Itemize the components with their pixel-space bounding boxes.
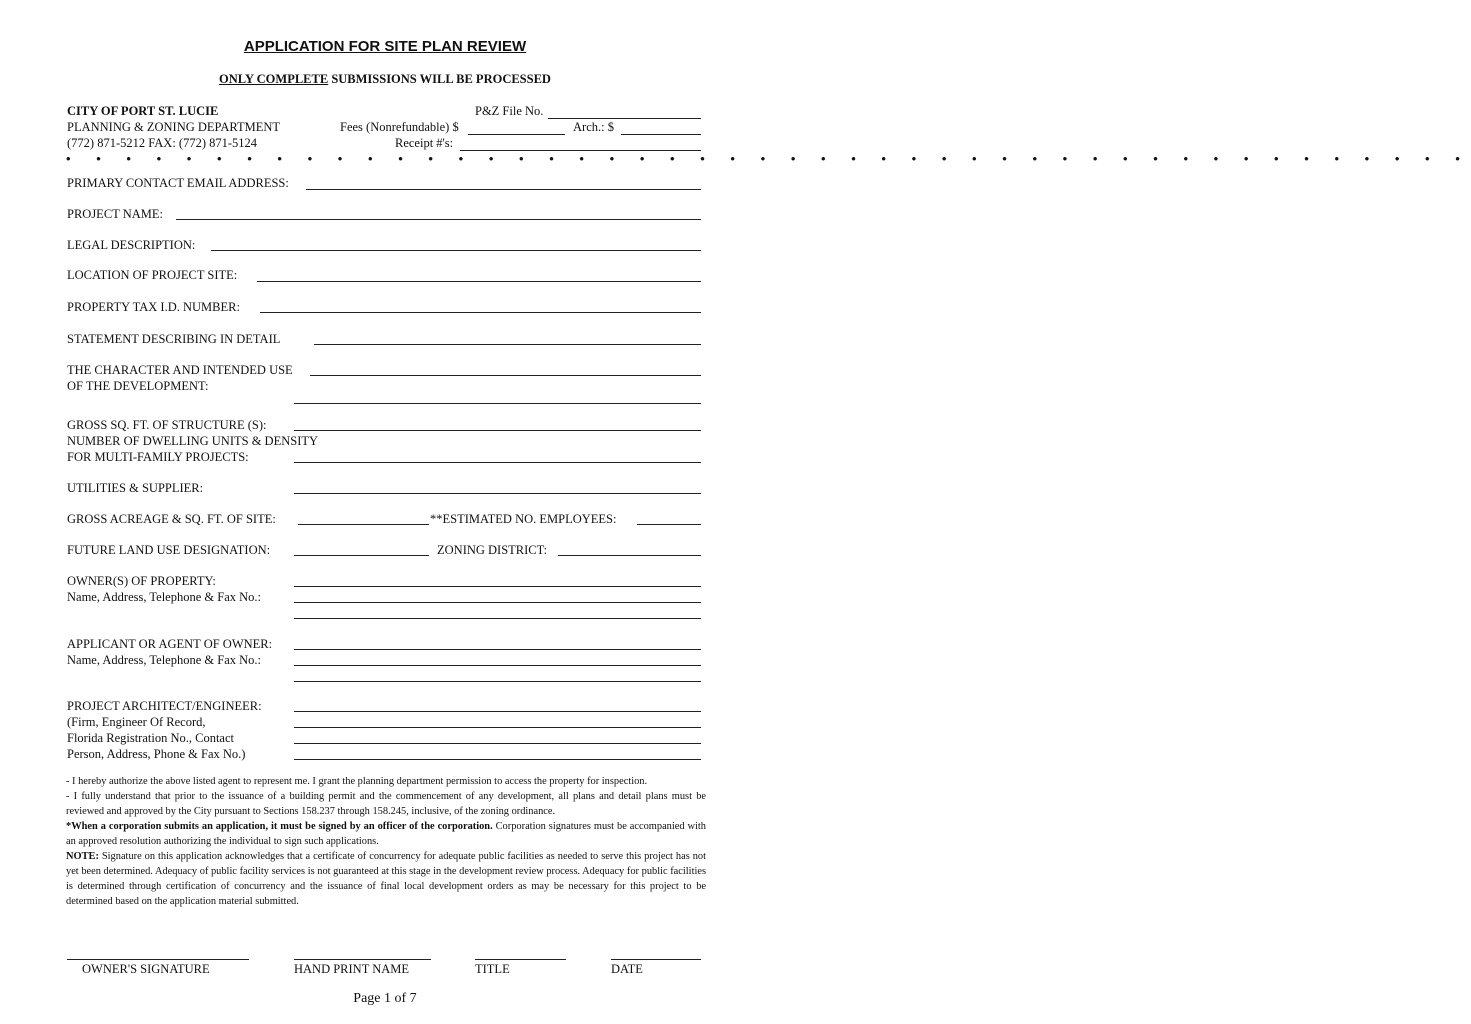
statement-field-3[interactable] bbox=[294, 403, 701, 404]
email-field[interactable] bbox=[306, 189, 701, 190]
note-text bbox=[66, 849, 706, 909]
tax-id-field[interactable] bbox=[260, 312, 701, 313]
department-phone: (772) 871-5212 FAX: (772) 871-5124 bbox=[67, 136, 258, 150]
acreage-label: GROSS ACREAGE & SQ. FT. OF SITE: bbox=[67, 512, 276, 526]
dwelling-units-field[interactable] bbox=[294, 462, 701, 463]
land-use-label: FUTURE LAND USE DESIGNATION: bbox=[67, 543, 271, 557]
development-label: OF THE DEVELOPMENT: bbox=[67, 379, 209, 393]
land-use-field[interactable] bbox=[294, 555, 429, 556]
page-number: Page 1 of 7 bbox=[353, 991, 417, 1006]
gross-sqft-field[interactable] bbox=[294, 430, 701, 431]
acreage-field[interactable] bbox=[298, 524, 429, 525]
architect-field-2[interactable] bbox=[294, 727, 701, 728]
statement-field-1[interactable] bbox=[314, 344, 701, 345]
authorization-statements bbox=[66, 774, 706, 909]
agent-field-1[interactable] bbox=[294, 649, 701, 650]
subtitle-rest: SUBMISSIONS WILL BE PROCESSED bbox=[328, 72, 551, 86]
agent-field-2[interactable] bbox=[294, 665, 701, 666]
statement-field-2[interactable] bbox=[310, 375, 701, 376]
employees-field[interactable] bbox=[637, 524, 701, 525]
date-field[interactable] bbox=[611, 959, 701, 960]
agent-authorization-text: - I hereby authorize the above listed agent to represent me. I grant the planning department permission to access the property for inspection. bbox=[66, 776, 648, 787]
approval-understanding-text: - I fully understand that prior to the issuance of a building permit and the commencement of any development, all plans and detail plans must be reviewed and approved by the City pursuant to Sections 158.237 through 158.245, inclusive, of the zoning ordinance. bbox=[66, 791, 706, 817]
owner-label: OWNER(S) OF PROPERTY: bbox=[67, 574, 216, 588]
note-bold: NOTE: bbox=[66, 851, 99, 862]
title-field[interactable] bbox=[475, 959, 566, 960]
gross-sqft-label: GROSS SQ. FT. OF STRUCTURE (S): bbox=[67, 418, 267, 432]
print-name-label: HAND PRINT NAME bbox=[294, 962, 410, 976]
architect-field-4[interactable] bbox=[294, 759, 701, 760]
owner-signature-label: OWNER'S SIGNATURE bbox=[82, 962, 210, 976]
form-title: APPLICATION FOR SITE PLAN REVIEW bbox=[243, 38, 527, 55]
employees-label: **ESTIMATED NO. EMPLOYEES: bbox=[430, 512, 617, 526]
architect-label: PROJECT ARCHITECT/ENGINEER: bbox=[67, 699, 262, 713]
title-label: TITLE bbox=[475, 962, 510, 976]
corporation-text bbox=[66, 819, 706, 849]
agent-label: APPLICANT OR AGENT OF OWNER: bbox=[67, 637, 273, 651]
corporation-bold: *When a corporation submits an application, it must be signed by an officer of the corporation. bbox=[66, 821, 493, 832]
department-name: PLANNING & ZONING DEPARTMENT bbox=[67, 120, 281, 134]
utilities-field[interactable] bbox=[294, 493, 701, 494]
architect-field-3[interactable] bbox=[294, 743, 701, 744]
arch-fee-label: Arch.: $ bbox=[573, 120, 614, 134]
architect-firm-label: (Firm, Engineer Of Record, bbox=[67, 715, 206, 729]
legal-description-field[interactable] bbox=[211, 250, 701, 251]
owner-field-1[interactable] bbox=[294, 586, 701, 587]
owner-details-label: Name, Address, Telephone & Fax No.: bbox=[67, 590, 262, 604]
zoning-field[interactable] bbox=[558, 555, 701, 556]
receipt-label: Receipt #'s: bbox=[395, 136, 454, 150]
fees-label: Fees (Nonrefundable) $ bbox=[340, 120, 459, 134]
owner-field-2[interactable] bbox=[294, 602, 701, 603]
architect-field-1[interactable] bbox=[294, 711, 701, 712]
owner-field-3[interactable] bbox=[294, 618, 701, 619]
legal-description-label: LEGAL DESCRIPTION: bbox=[67, 238, 196, 252]
character-label: THE CHARACTER AND INTENDED USE bbox=[67, 363, 293, 377]
location-label: LOCATION OF PROJECT SITE: bbox=[67, 268, 238, 282]
form-subtitle bbox=[0, 72, 770, 87]
utilities-label: UTILITIES & SUPPLIER: bbox=[67, 481, 204, 495]
multifamily-label: FOR MULTI-FAMILY PROJECTS: bbox=[67, 450, 249, 464]
agent-details-label: Name, Address, Telephone & Fax No.: bbox=[67, 653, 262, 667]
location-field[interactable] bbox=[257, 281, 701, 282]
architect-registration-label: Florida Registration No., Contact bbox=[67, 731, 234, 745]
agent-field-3[interactable] bbox=[294, 681, 701, 682]
owner-signature-field[interactable] bbox=[67, 959, 249, 960]
architect-contact-label: Person, Address, Phone & Fax No.) bbox=[67, 747, 246, 761]
dotted-separator: • • • • • • • • • • • • • • • • • • • • • • • • • • • • • • • • • • • • • • • • • • • • • • • bbox=[66, 151, 1471, 166]
arch-fee-field[interactable] bbox=[621, 134, 701, 135]
pz-file-label: P&Z File No. bbox=[475, 104, 544, 118]
date-label: DATE bbox=[611, 962, 643, 976]
city-name: CITY OF PORT ST. LUCIE bbox=[67, 104, 219, 118]
corporation-rest: Corporation signatures must be accompanied with an approved resolution authorizing the individual to sign such applications. bbox=[66, 821, 706, 847]
project-name-field[interactable] bbox=[176, 219, 701, 220]
statement-label: STATEMENT DESCRIBING IN DETAIL bbox=[67, 332, 281, 346]
project-name-label: PROJECT NAME: bbox=[67, 207, 163, 221]
dwelling-units-label: NUMBER OF DWELLING UNITS & DENSITY bbox=[67, 434, 319, 448]
note-rest: Signature on this application acknowledges that a certificate of concurrency for adequate public facilities as needed to serve this project has not yet been determined. Adequacy of public facility services is not guaranteed at this stage in the development review process. Adequacy for public facilities is determined through certification of concurrency and the issuance of final local development orders as may be necessary for this project to be determined based on the application material submitted. bbox=[66, 851, 706, 907]
email-label: PRIMARY CONTACT EMAIL ADDRESS: bbox=[67, 176, 289, 190]
fees-field[interactable] bbox=[468, 134, 565, 135]
pz-file-field[interactable] bbox=[548, 118, 701, 119]
print-name-field[interactable] bbox=[294, 959, 431, 960]
zoning-label: ZONING DISTRICT: bbox=[437, 543, 548, 557]
subtitle-emphasis: ONLY COMPLETE bbox=[219, 72, 329, 86]
tax-id-label: PROPERTY TAX I.D. NUMBER: bbox=[67, 300, 240, 314]
